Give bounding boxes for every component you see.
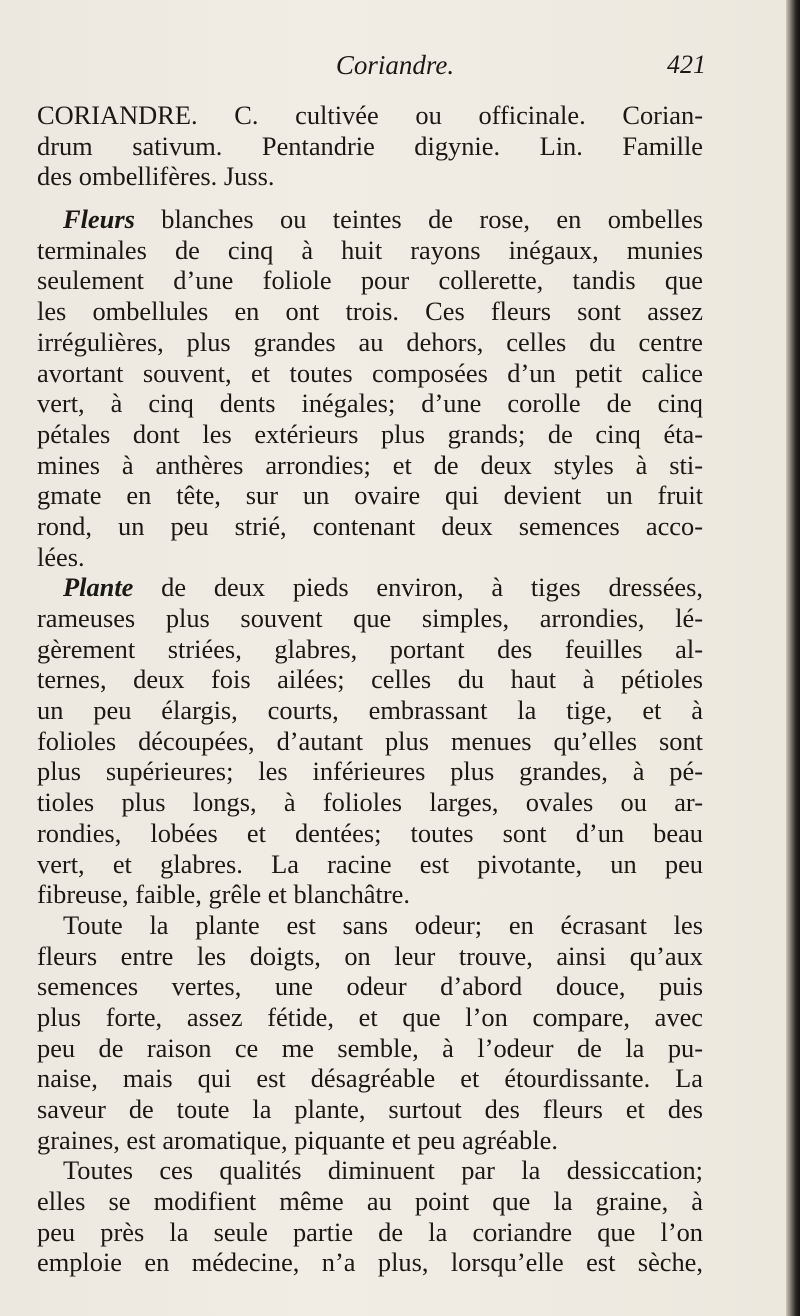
text-line: pétales dont les extérieurs plus grands; de cinq éta- (37, 418, 703, 449)
page-number: 421 (667, 50, 706, 79)
text-line: tioles plus longs, à folioles larges, ovales ou ar- (37, 787, 703, 818)
text-line: terminales de cinq à huit rayons inégaux, munies (37, 234, 703, 265)
text-line: avortant souvent, et toutes composées d’un petit calice (37, 357, 703, 388)
paragraph-odeur (37, 910, 703, 1156)
text-line: un peu élargis, courts, embrassant la tige, et à (37, 695, 703, 726)
text-line: plus forte, assez fétide, et que l’on compare, avec (37, 1001, 703, 1032)
running-title: Coriandre. (335, 50, 455, 80)
text-line: plus supérieures; les inférieures plus grandes, à pé- (37, 756, 703, 787)
page-edge (786, 0, 800, 1316)
text-line: vert, et glabres. La racine est pivotante, un peu (37, 848, 703, 879)
text-line: mines à anthères arrondies; et de deux styles à sti- (37, 449, 703, 480)
text-line: Plante de deux pieds environ, à tiges dressées, (63, 572, 703, 603)
text-line: naise, mais qui est désagréable et étourdissante. La (37, 1063, 703, 1094)
paragraph-qualites (37, 1155, 703, 1278)
text-line: CORIANDRE. C. cultivée ou officinale. Corian- (37, 100, 703, 130)
text-line: irrégulières, plus grandes au dehors, celles du centre (37, 326, 703, 357)
text-line: folioles découpées, d’autant plus menues qu’elles sont (37, 725, 703, 756)
text-line: drum sativum. Pentandrie digynie. Lin. Famille (37, 130, 703, 161)
text-line: Fleurs blanches ou teintes de rose, en ombelles (63, 204, 703, 235)
text-line: peu de raison ce me semble, à l’odeur de la pu- (37, 1032, 703, 1063)
text-line: fleurs entre les doigts, on leur trouve, ainsi qu’aux (37, 940, 703, 971)
running-head (0, 46, 790, 86)
text-line: rondies, lobées et dentées; toutes sont d’un beau (37, 817, 703, 848)
text-line: emploie en médecine, n’a plus, lorsqu’elle est sèche, (37, 1247, 703, 1278)
body-text (37, 100, 703, 1278)
text-line: saveur de toute la plante, surtout des fleurs et des (37, 1094, 703, 1124)
text-line: lées. (37, 541, 85, 572)
text-line: vert, à cinq dents inégales; d’une corolle de cinq (37, 388, 703, 419)
text-line: fibreuse, faible, grêle et blanchâtre. (37, 879, 410, 910)
text-line: Toute la plante est sans odeur; en écrasant les (63, 909, 703, 940)
text-line: peu près la seule partie de la coriandre que l’on (37, 1216, 703, 1247)
text-line: rameuses plus souvent que simples, arrondies, lé- (37, 603, 703, 633)
text-line: graines, est aromatique, piquante et peu agréable. (37, 1124, 558, 1155)
paragraph-fleurs (37, 204, 703, 572)
text-line: elles se modifient même au point que la graine, à (37, 1186, 703, 1217)
paragraph-plante (37, 572, 703, 910)
text-line: seulement d’une foliole pour collerette, tandis que (37, 265, 703, 296)
text-line: gmate en tête, sur un ovaire qui devient un fruit (37, 480, 703, 511)
text-line: ternes, deux fois ailées; celles du haut à pétioles (37, 664, 703, 695)
paragraph-heading-entry (37, 100, 703, 192)
text-line: les ombellules en ont trois. Ces fleurs sont assez (37, 296, 703, 327)
text-line: gèrement striées, glabres, portant des feuilles al- (37, 633, 703, 664)
text-line: rond, un peu strié, contenant deux semences acco- (37, 510, 703, 541)
text-line: des ombellifères. Juss. (37, 161, 275, 192)
text-line: semences vertes, une odeur d’abord douce, puis (37, 971, 703, 1002)
text-line: Toutes ces qualités diminuent par la dessiccation; (63, 1155, 703, 1186)
